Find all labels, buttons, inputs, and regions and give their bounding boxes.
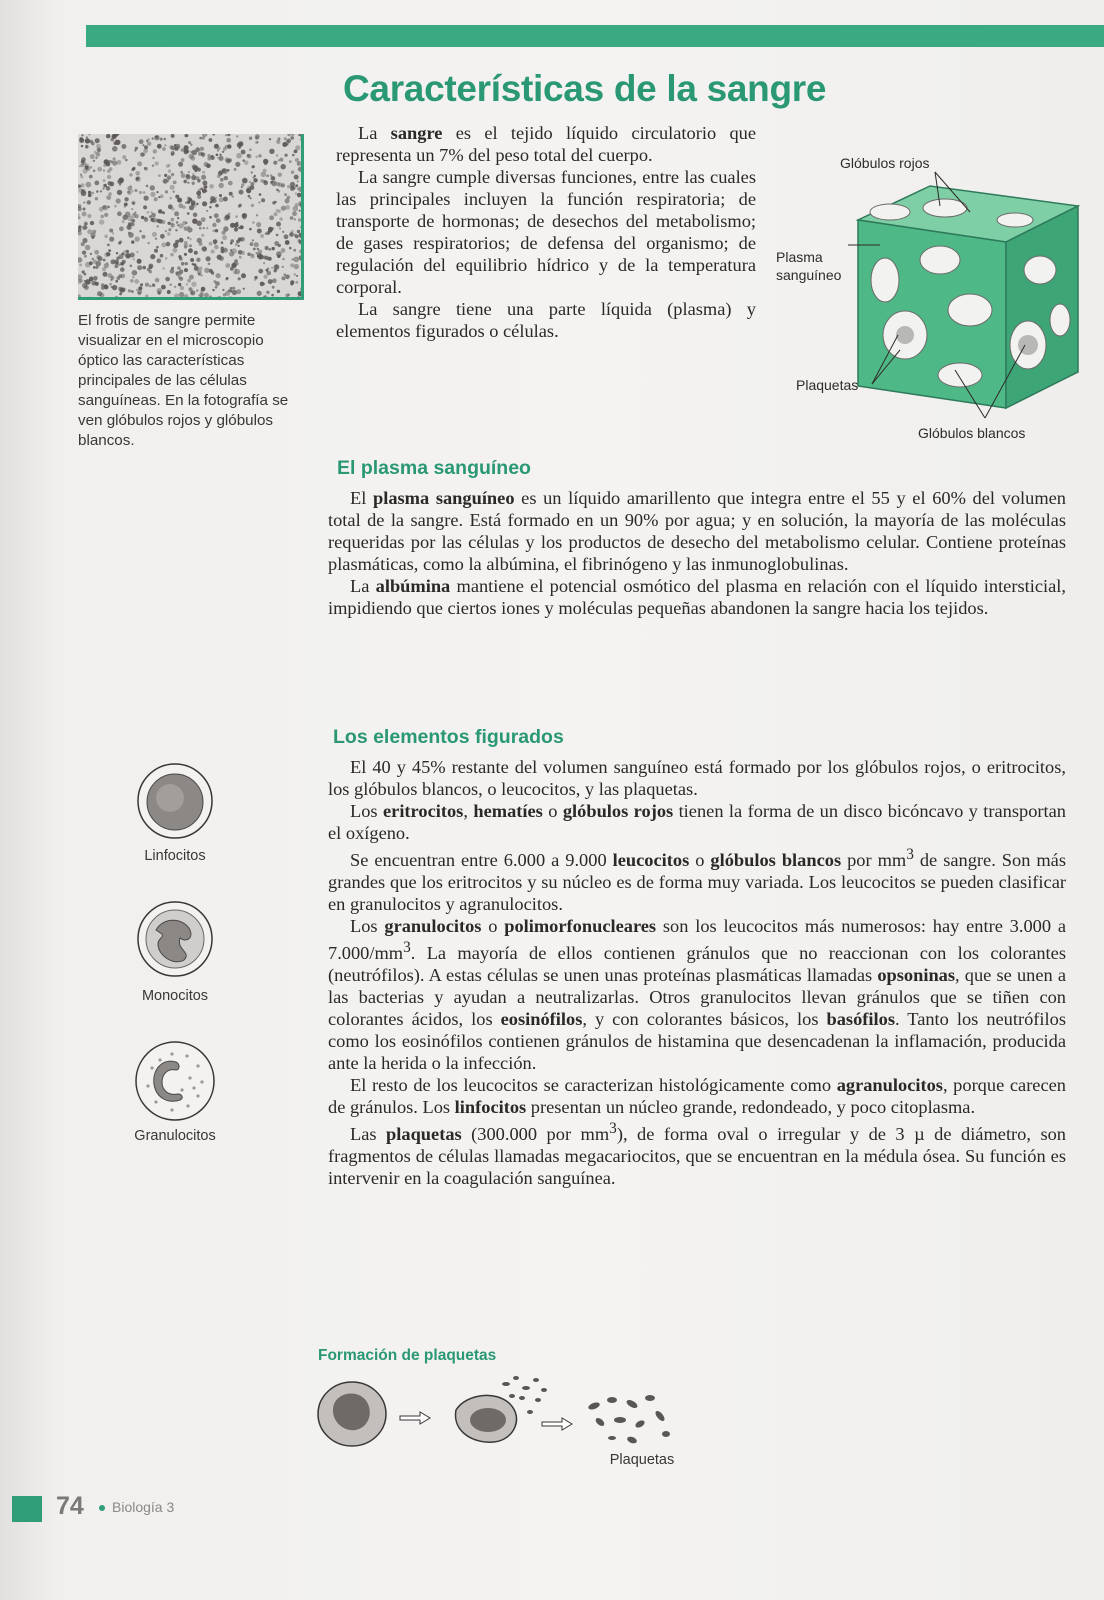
formation-title: Formación de plaquetas [318, 1347, 497, 1364]
elements-paragraph-3: Se encuentran entre 6.000 a 9.000 leucocitos o glóbulos blancos por $mm^3$ de sangre. Son más grandes que los eritrocitos y su núcleo es de forma muy variada. Los leucocitos se pueden clasificar en granulocitos y agranulocitos. [328, 846, 1067, 915]
intro-text [336, 122, 756, 342]
top-color-band [86, 25, 1104, 47]
page-number: 74 [56, 1492, 84, 1520]
plasma-heading: El plasma sanguíneo [337, 457, 531, 479]
elements-paragraph-2: Los eritrocitos, hematíes o glóbulos rojos tienen la forma de un disco bicóncavo y transportan el oxígeno. [328, 801, 1066, 843]
monocitos-label: Monocitos [141, 988, 209, 1004]
label-plasma-sanguineo: Plasma sanguíneo [776, 249, 842, 283]
blood-smear-photo [78, 134, 304, 300]
monocito-icon [134, 898, 216, 980]
elements-paragraph-1: El 40 y 45% restante del volumen sanguíneo está formado por los glóbulos rojos, o eritrocitos, los glóbulos blancos, o leucocitos, y las plaquetas. [328, 757, 1066, 799]
blood-smear-image [78, 134, 304, 300]
plasma-text [328, 487, 1066, 619]
intro-paragraph-3: La sangre tiene una parte líquida (plasma) y elementos figurados o células. [336, 299, 756, 341]
platelet-formation-diagram [316, 1370, 696, 1460]
granulocito-icon [132, 1038, 218, 1124]
label-globulos-rojos: Glóbulos rojos [840, 155, 930, 171]
plasma-paragraph-1: El plasma sanguíneo es un líquido amarillento que integra entre el 55 y el 60% del volumen total de la sangre. Está formado en un 90% por agua; y en solución, la mayoría de las moléculas requeridas por las células y los productos de desecho del metabolismo celular. Contiene proteínas plasmáticas, como la albúmina, el fibrinógeno y las inmunoglobulinas. [328, 488, 1066, 574]
page-footer [0, 1490, 300, 1530]
elements-text [328, 756, 1066, 1189]
elements-paragraph-5: El resto de los leucocitos se caracterizan histológicamente como agranulocitos, porque carecen de gránulos. Los linfocitos presentan un núcleo grande, redondeado, y poco citoplasma. [328, 1075, 1066, 1118]
intro-paragraph-2: La sangre cumple diversas funciones, entre las cuales las principales incluyen la función respiratoria; de transporte de hormonas; de desechos del metabolismo; de gases respiratorios; de defensa del organismo; de regulación del equilibrio hídrico y de la temperatura corporal. [336, 167, 756, 297]
linfocitos-label: Linfocitos [144, 848, 206, 864]
photo-caption: El frotis de sangre permite visualizar en el microscopio óptico las características principales de las células sanguíneas. En la fotografía se ven glóbulos rojos y glóbulos blancos. [78, 312, 289, 449]
page-title: Características de la sangre [343, 68, 827, 109]
blood-cube-diagram [776, 150, 1090, 450]
footer-color-block [12, 1496, 42, 1522]
book-title: Biología 3 [112, 1499, 175, 1515]
plaquetas-formation-label: Plaquetas [609, 1452, 675, 1468]
elements-paragraph-6: Las plaquetas (300.000 por $mm^3$), de forma oval o irregular y de 3 µ de diámetro, son fragmentos de células llamadas megacariocitos, que se encuentran en la médula ósea. Su función es intervenir en la coagulación sanguínea. [328, 1120, 1066, 1189]
elements-heading: Los elementos figurados [333, 726, 564, 748]
plasma-paragraph-2: La albúmina mantiene el potencial osmótico del plasma en relación con el líquido intersticial, impidiendo que ciertos iones y moléculas pequeñas abandonen la sangre hacia los tejidos. [328, 576, 1066, 618]
elements-paragraph-4: Los granulocitos o polimorfonucleares son los leucocitos más numerosos: hay entre 3.000 a $7.000/mm^3$. La mayoría de ellos contienen gránulos que no reaccionan con los colorantes (neutrófilos). A estas células se unen unas proteínas plasmáticas llamadas opsoninas, que se unen a las bacterias y ayudan a neutralizarlas. Otros granulocitos llevan gránulos que se tiñen con colorantes ácidos, los eosinófilos, y con colorantes básicos, los basófilos. Tanto los neutrófilos como los eosinófilos contienen gránulos de histamina que desencadenan la inflamación, producida ante la herida o la infección. [328, 916, 1067, 1074]
footer-bullet [99, 1505, 105, 1511]
linfocito-icon [134, 760, 216, 842]
label-plaquetas: Plaquetas [796, 377, 859, 393]
granulocitos-label: Granulocitos [134, 1128, 216, 1144]
intro-paragraph-1: La sangre es el tejido líquido circulatorio que representa un 7% del peso total del cuerpo. [336, 123, 756, 165]
blood-cube-illustration [780, 150, 1090, 450]
label-globulos-blancos: Glóbulos blancos [918, 425, 1026, 441]
